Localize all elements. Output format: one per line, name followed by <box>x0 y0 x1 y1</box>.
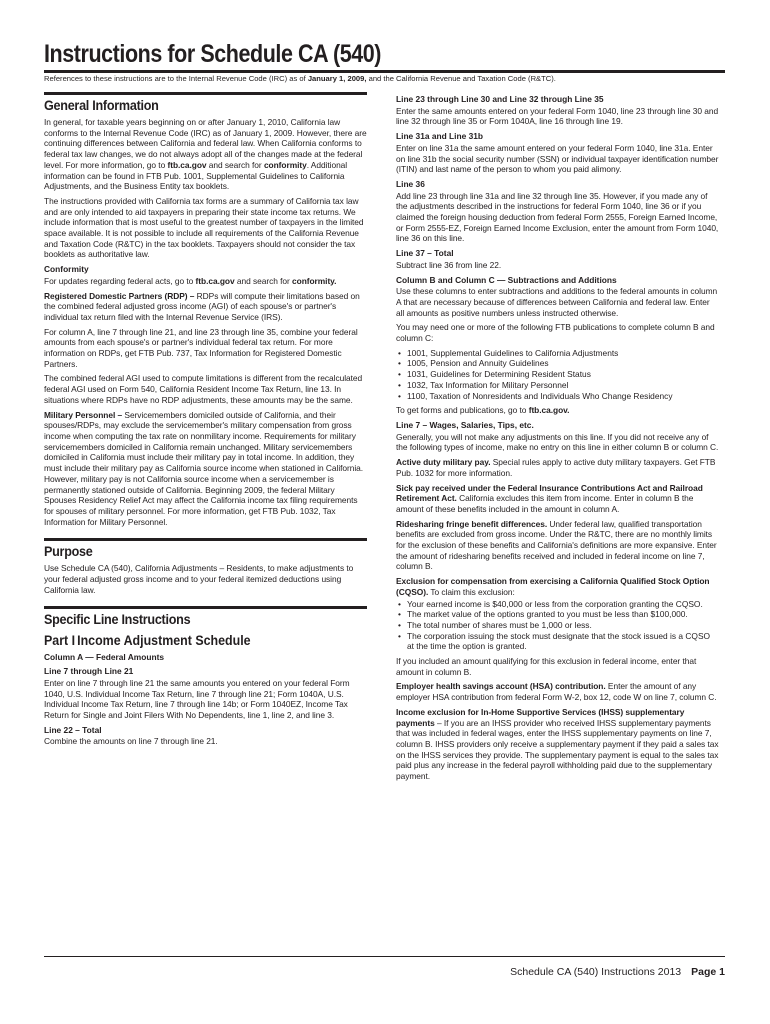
list-item: • The corporation issuing the stock must designate that the stock issued is a CQSO at the time the option is granted. <box>396 631 719 652</box>
specific-line-instructions-heading: Specific Line Instructions <box>44 611 191 628</box>
page-number: Page 1 <box>691 966 725 978</box>
active-duty-paragraph: Active duty military pay. Special rules apply to active duty military taxpayers. Get FTB Pub. 1032 for more information. <box>396 457 716 478</box>
general-information-heading: General Information <box>44 97 159 113</box>
cqso-list <box>396 599 719 653</box>
page-title: Instructions for Schedule CA (540) <box>44 40 382 68</box>
get-forms-paragraph: To get forms and publications, go to ftb.ca.gov. <box>396 405 570 416</box>
list-item: • 1005, Pension and Annuity Guidelines <box>396 358 719 369</box>
part-title: Income Adjustment Schedule <box>77 633 251 649</box>
combined-agi-paragraph: The combined federal AGI used to compute limitations is different from the recalculated federal AGI used on Form 540, California Resident Income Tax Return, line 13. In situations where RDPs have no RDP adjustments, these amounts may be the same. <box>44 373 363 405</box>
line-22-heading: Line 22 – Total <box>44 724 102 735</box>
part-label: Part I <box>44 633 76 649</box>
reference-text-end: and the California Revenue and Taxation Code (R&TC). <box>366 74 556 83</box>
column-b-c-paragraph-1: Use these columns to enter subtractions and additions to the federal amounts in column A that are necessary because of differences between California and federal law. Enter all amounts as positive numbers unless instructed otherwise. <box>396 286 718 318</box>
rdp-paragraph: Registered Domestic Partners (RDP) – RDPs will compute their limitations based on the combined federal adjusted gross income (AGI) of each spouse's or partner's individual tax return filed with the Internal Revenue Service (IRS). <box>44 290 360 322</box>
column-a-heading: Column A — Federal Amounts <box>44 652 165 663</box>
right-column <box>396 94 719 786</box>
line-37-paragraph: Subtract line 36 from line 22. <box>396 259 502 270</box>
line-23-paragraph: Enter the same amounts entered on your federal Form 1040, line 23 through line 30 and line 32 through line 35 or Form 1040A, line 16 through line 19. <box>396 105 719 127</box>
hsa-paragraph: Employer health savings account (HSA) contribution. Enter the amount of any employer HSA contribution from federal Form W-2, box 12, code W on line 7, column C. <box>396 681 717 703</box>
section-rule <box>44 538 367 541</box>
list-item: • 1001, Supplemental Guidelines to California Adjustments <box>396 348 719 359</box>
list-item: • 1032, Tax Information for Military Personnel <box>396 380 719 391</box>
ftb-link: ftb.ca.gov. <box>528 405 570 416</box>
line-36-paragraph: Add line 23 through line 31a and line 32 through line 35. However, if you made any of the adjustments described in the instructions for federal Form 1040, line 36 or if you claimed the foreign housing deduction from federal Form 2555, Foreign Earned Income, or Form 2555-EZ, Foreign Earned Income Exclusion, enter the amount from Form 1040, line 36 on this line. <box>396 190 719 244</box>
left-column <box>44 92 367 751</box>
column-b-c-heading: Column B and Column C — Subtractions and Additions <box>396 274 617 285</box>
sick-pay-paragraph: Sick pay received under the Federal Insurance Contributions Act and Railroad Retirement Act. California excludes this item from income. Enter in column B the amount of these benefits included in the amount in column A. <box>396 482 703 514</box>
rdp-column-a-paragraph: For column A, line 7 through line 21, and line 23 through line 35, combine your federal amounts from each spouse's or partner's individual federal tax return. For more information on RDPs, get FTB Pub. 737, Tax Information for Registered Domestic Partners. <box>44 326 358 369</box>
ihss-paragraph: Income exclusion for In-Home Supportive Services (IHSS) supplementary payments – If you are an IHSS provider who received IHSS supplementary payments that was included in federal wages, enter the IHSS supplementary payments on line 7, column B. IHSS providers only receive a supplementary payment if they paid a sales tax on the IHSS services they provide. The supplementary payment is equal to the sales tax paid plus any increase in the federal payroll withholding paid due to the supplementary payment. <box>396 706 719 782</box>
line-31-heading: Line 31a and Line 31b <box>396 131 484 142</box>
general-paragraph-2: The instructions provided with California tax forms are a summary of California tax law and are only intended to aid taxpayers in preparing their state income tax returns. We include information that is most useful to the greatest number of taxpayers in the limited space available. It is not possible to include all requirements of the California Revenue and Taxation Code (R&TC) in the tax booklets. Taxpayers should not consider the tax booklets as authoritative law. <box>44 195 364 260</box>
publications-list <box>396 348 719 402</box>
line-7-21-paragraph: Enter on line 7 through line 21 the same amounts you entered on your federal Form 1040, U.S. Individual Income Tax Return, line 7 through line 21; Form 1040A, U.S. Individual Income Tax Return, line 7 through line 14b; or Form 1040EZ, Income Tax Return for Single and Joint Filers With No Dependents, line 1, line 2, and line 3. <box>44 677 350 720</box>
cqso-after-paragraph: If you included an amount qualifying for this exclusion in federal income, enter that amount in column B. <box>396 656 697 677</box>
reference-date: January 1, 2009, <box>307 74 367 83</box>
line-36-heading: Line 36 <box>396 178 425 189</box>
cqso-paragraph: Exclusion for compensation from exercising a California Qualified Stock Option (CQSO). To claim this exclusion: <box>396 576 710 597</box>
column-b-c-paragraph-2: You may need one or more of the following FTB publications to complete column B and column C: <box>396 322 715 344</box>
page-footer <box>510 966 725 978</box>
military-paragraph: Military Personnel – Servicemembers domiciled outside of California, and their spouses/RDPs, may exclude the servicemember's military compensation from gross income when computing the tax rate on nonmilitary income. Requirements for military servicemembers domiciled in California remain unchanged. Military servicemembers domiciled in California must include their military pay in total income. In addition, they must include their military pay as California source income when stationed in California. However, military pay is not California source income when a servicemember is permanently stationed outside of California. Beginning 2009, the federal Military Spouses Residency Relief Act may affect the California income tax filing requirements for spouses of military personnel. For more information, get FTB Pub. 1032, Tax Information for Military Personnel. <box>44 409 364 527</box>
conformity-heading: Conformity <box>44 264 89 275</box>
list-item: • 1031, Guidelines for Determining Resident Status <box>396 369 719 380</box>
ridesharing-paragraph: Ridesharing fringe benefit differences. Under federal law, qualified transportation benefits are excluded from gross income. Under the R&TC, there are no monthly limits for the exclusion of these benefits and California's definitions are more expansive. Enter the amount of ridesharing benefits received and included in federal income on line 7, column B. <box>396 518 717 572</box>
line-7-21-heading: Line 7 through Line 21 <box>44 666 134 677</box>
reference-text: References to these instructions are to the Internal Revenue Code (IRC) as of <box>44 74 308 83</box>
list-item: • The total number of shares must be 1,000 or less. <box>396 620 719 631</box>
part-heading <box>44 633 341 648</box>
section-rule <box>44 92 367 95</box>
reference-line <box>44 74 556 83</box>
section-rule <box>44 606 367 609</box>
line-22-paragraph: Combine the amounts on line 7 through line 21. <box>44 736 218 747</box>
purpose-heading: Purpose <box>44 543 93 560</box>
line-31-paragraph: Enter on line 31a the same amount entered on your federal Form 1040, line 31a. Enter on line 31b the social security number (SSN) or individual taxpayer identification number (ITIN) and last name of the person to whom you paid alimony. <box>396 142 719 175</box>
line-7-paragraph: Generally, you will not make any adjustments on this line. If you did not receive any of the following types of income, make no entry on this line in either column B or column C. <box>396 431 719 453</box>
list-item: • The market value of the options granted to you must be less than $100,000. <box>396 609 719 620</box>
footer-text: Schedule CA (540) Instructions 2013 <box>510 966 682 978</box>
purpose-paragraph: Use Schedule CA (540), California Adjustments – Residents, to make adjustments to your federal adjusted gross income and to your federal itemized deductions using California law. <box>44 563 354 595</box>
ftb-link: ftb.ca.gov <box>167 159 207 170</box>
list-item: • 1100, Taxation of Nonresidents and Individuals Who Change Residency <box>396 391 719 402</box>
line-37-heading: Line 37 – Total <box>396 248 454 259</box>
list-item: • Your earned income is $40,000 or less from the corporation granting the CQSO. <box>396 599 719 610</box>
ftb-link: ftb.ca.gov <box>195 275 235 286</box>
line-7-heading: Line 7 – Wages, Salaries, Tips, etc. <box>396 419 534 430</box>
footer-rule <box>44 956 725 957</box>
general-paragraph-1: In general, for taxable years beginning on or after January 1, 2010, California law conforms to the Internal Revenue Code (IRC) as of January 1, 2009. However, there are continuing differences between California and federal law. When California conforms to federal tax law changes, we do not always adopt all of the changes made at the federal level. For more information, go to ftb.ca.gov and search for conformity. Additional information can be found in FTB Pub. 1001, Supplemental Guidelines to California Adjustments, and the Business Entity tax booklets. <box>44 117 367 192</box>
title-rule <box>44 70 725 73</box>
conformity-paragraph: For updates regarding federal acts, go to ftb.ca.gov and search for conformity. <box>44 275 337 286</box>
line-23-heading: Line 23 through Line 30 and Line 32 through Line 35 <box>396 94 604 104</box>
